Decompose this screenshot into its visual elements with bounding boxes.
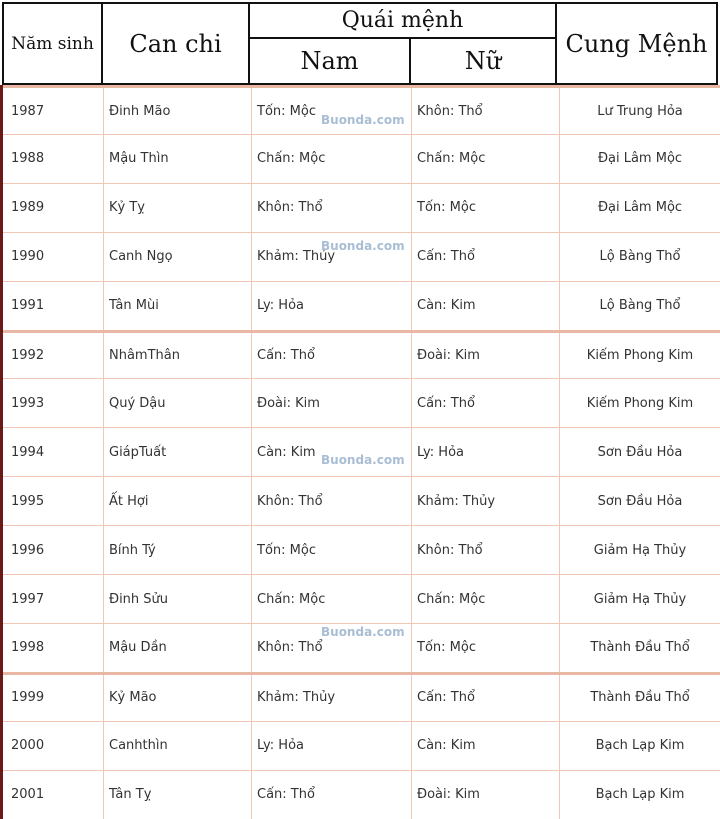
cell-year: 1994 (3, 428, 104, 476)
cell-nu: Càn: Kim (412, 722, 560, 770)
cell-nam: Ly: Hỏa (252, 722, 412, 770)
cell-cung-menh: Sơn Đầu Hỏa (597, 444, 683, 460)
cell-nu: Đoài: Kim (412, 333, 560, 379)
cell-year: 1991 (3, 282, 104, 330)
watermark: Buonda.com (321, 625, 405, 639)
cell-year: 1998 (3, 624, 104, 672)
table-row (3, 330, 720, 379)
cell-year: 2000 (3, 722, 104, 770)
cell-can-chi: Canhthìn (104, 722, 252, 770)
cell-can-chi: Ất Hợi (104, 477, 252, 525)
cell-nu: Chấn: Mộc (412, 575, 560, 623)
table-row (3, 721, 720, 770)
cell-year: 1995 (3, 477, 104, 525)
cell-year: 1992 (3, 333, 104, 379)
cell-cung-menh: Đại Lâm Mộc (597, 200, 683, 216)
cell-can-chi: Đinh Mão (104, 88, 252, 134)
cell-nu: Chấn: Mộc (412, 135, 560, 183)
cell-cung-menh: Thành Đầu Thổ (590, 690, 690, 706)
cell-nu: Càn: Kim (412, 282, 560, 330)
watermark: Buonda.com (321, 453, 405, 467)
cell-year: 2001 (3, 771, 104, 819)
cell-nam: Tốn: Mộc (252, 88, 412, 134)
cell-can-chi: Mậu Dần (104, 624, 252, 672)
table-row (3, 574, 720, 623)
table-row (3, 770, 720, 819)
cell-year: 1987 (3, 88, 104, 134)
cell-nam: Khôn: Thổ (252, 477, 412, 525)
cell-can-chi: NhâmThân (104, 333, 252, 379)
table-header (0, 0, 720, 85)
cell-cung-menh: Lư Trung Hỏa (597, 103, 683, 119)
cell-can-chi: Kỷ Mão (104, 675, 252, 721)
table-row (3, 525, 720, 574)
cell-year: 1997 (3, 575, 104, 623)
cell-year: 1996 (3, 526, 104, 574)
cell-cung-menh: Bạch Lạp Kim (595, 738, 685, 754)
cell-nam: Cấn: Thổ (252, 771, 412, 819)
cell-can-chi: Mậu Thìn (104, 135, 252, 183)
table-row (3, 672, 720, 721)
table-body (0, 85, 720, 819)
cell-cung-menh: Lộ Bàng Thổ (599, 249, 681, 265)
cell-can-chi: Quý Dậu (104, 379, 252, 427)
cell-cung-menh: Giảm Hạ Thủy (593, 591, 687, 607)
cell-nam: Chấn: Mộc (252, 575, 412, 623)
cell-year: 1988 (3, 135, 104, 183)
cell-year: 1990 (3, 233, 104, 281)
cell-can-chi: Canh Ngọ (104, 233, 252, 281)
cell-nam: Khảm: Thủy (252, 233, 412, 281)
cell-cung-menh: Giảm Hạ Thủy (593, 542, 687, 558)
header-quai-menh: Quái mệnh (248, 2, 557, 39)
cell-nam: Cấn: Thổ (252, 333, 412, 379)
cell-nu: Cấn: Thổ (412, 675, 560, 721)
cell-nam: Tốn: Mộc (252, 526, 412, 574)
header-nam: Nam (248, 37, 411, 85)
cell-nu: Đoài: Kim (412, 771, 560, 819)
cell-nu: Tốn: Mộc (412, 184, 560, 232)
cell-nu: Cấn: Thổ (412, 233, 560, 281)
cell-nu: Khảm: Thủy (412, 477, 560, 525)
cell-nu: Tốn: Mộc (412, 624, 560, 672)
table-row (3, 134, 720, 183)
cell-nam: Khảm: Thủy (252, 675, 412, 721)
cell-nam: Đoài: Kim (252, 379, 412, 427)
cell-cung-menh: Sơn Đầu Hỏa (597, 493, 683, 509)
cell-nam: Khôn: Thổ (252, 184, 412, 232)
cell-nam: Càn: Kim (252, 428, 412, 476)
cell-nu: Khôn: Thổ (412, 526, 560, 574)
cell-nam: Chấn: Mộc (252, 135, 412, 183)
cell-can-chi: Tân Tỵ (104, 771, 252, 819)
cell-nu: Khôn: Thổ (412, 88, 560, 134)
cell-cung-menh: Đại Lâm Mộc (597, 151, 683, 167)
cell-can-chi: Tân Mùi (104, 282, 252, 330)
cell-can-chi: Kỷ Tỵ (104, 184, 252, 232)
cell-nam: Ly: Hỏa (252, 282, 412, 330)
cell-year: 1999 (3, 675, 104, 721)
cell-nu: Cấn: Thổ (412, 379, 560, 427)
header-year: Năm sinh (2, 2, 103, 85)
cell-year: 1993 (3, 379, 104, 427)
cell-can-chi: Bính Tý (104, 526, 252, 574)
cell-cung-menh: Thành Đầu Thổ (590, 640, 690, 656)
cell-cung-menh: Lộ Bàng Thổ (599, 298, 681, 314)
cell-can-chi: Đinh Sửu (104, 575, 252, 623)
table-row (3, 183, 720, 232)
header-can-chi: Can chi (101, 2, 250, 85)
header-nu: Nữ (409, 37, 557, 85)
watermark: Buonda.com (321, 239, 405, 253)
table-row (3, 476, 720, 525)
cell-cung-menh: Kiếm Phong Kim (586, 395, 694, 411)
cell-nam: Khôn: Thổ (252, 624, 412, 672)
cell-nu: Ly: Hỏa (412, 428, 560, 476)
watermark: Buonda.com (321, 113, 405, 127)
cell-cung-menh: Kiếm Phong Kim (586, 348, 694, 363)
cell-year: 1989 (3, 184, 104, 232)
table-row (3, 427, 720, 476)
header-cung-menh: Cung Mệnh (555, 2, 718, 85)
cell-cung-menh: Bạch Lạp Kim (595, 787, 685, 803)
table-row (3, 281, 720, 330)
table-row (3, 378, 720, 427)
cell-can-chi: GiápTuất (104, 428, 252, 476)
